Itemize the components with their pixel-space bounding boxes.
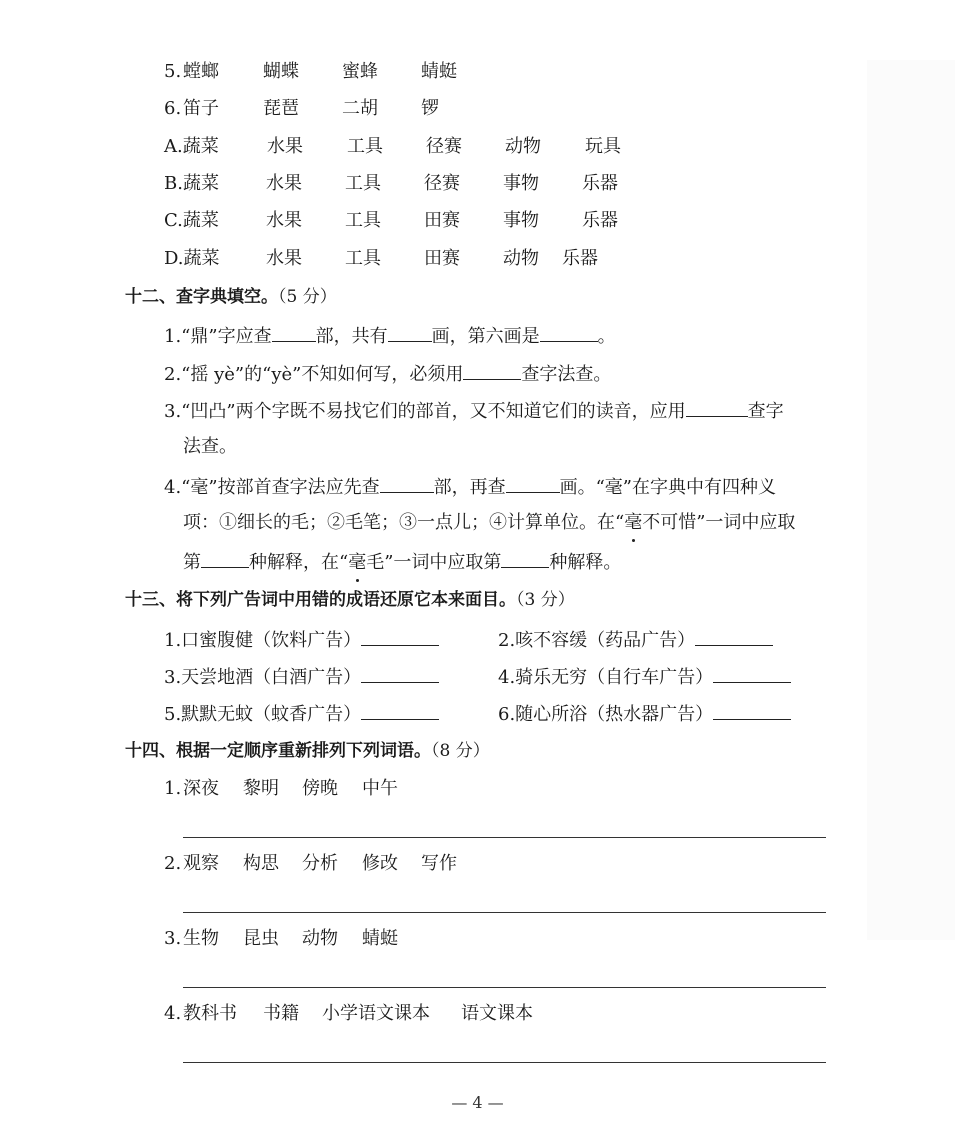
word: 螳螂 <box>183 61 219 82</box>
question-text: 毛”一词中应取第 <box>366 552 502 573</box>
item-number: 6. <box>164 98 182 119</box>
item-number: 2. <box>164 853 182 874</box>
question-text: 第 <box>183 552 201 573</box>
question-text: 种解释，在“ <box>249 552 349 573</box>
question-text: 查字法查。 <box>521 364 612 385</box>
word: 二胡 <box>342 98 378 119</box>
s12-question-3 <box>164 398 784 424</box>
ad-slogan: 6.随心所浴（热水器广告） <box>498 704 714 725</box>
question-text: 部，共有 <box>315 326 388 347</box>
word: 语文课本 <box>461 1003 533 1024</box>
emphasis-char: 毫 <box>624 512 643 533</box>
option-word: A.蔬菜 <box>164 136 219 157</box>
s13-item-6 <box>498 701 791 727</box>
answer-blank[interactable] <box>506 474 560 493</box>
answer-blank[interactable] <box>380 474 434 493</box>
answer-blank[interactable] <box>713 664 791 683</box>
s12-question-1 <box>164 323 616 349</box>
option-word: 水果 <box>266 210 302 231</box>
word: 笛子 <box>183 98 219 119</box>
page-number: — 4 — <box>451 1093 504 1112</box>
word: 修改 <box>362 853 398 874</box>
ad-slogan: 2.咳不容缓（药品广告） <box>498 630 696 651</box>
question-text: 法查。 <box>183 436 237 457</box>
word: 深夜 <box>183 778 219 799</box>
option-word: 乐器 <box>562 248 598 269</box>
option-word: 田赛 <box>424 248 460 269</box>
option-word: 乐器 <box>582 210 618 231</box>
s13-item-5 <box>164 701 439 727</box>
option-word: 事物 <box>503 210 539 231</box>
section-13-heading <box>125 588 575 612</box>
item-number: 4. <box>164 1003 182 1024</box>
item-number: 3. <box>164 928 182 949</box>
question-text: 3.“凹凸”两个字既不易找它们的部首，又不知道它们的读音，应用 <box>164 401 686 422</box>
answer-blank[interactable] <box>201 549 249 568</box>
word: 分析 <box>302 853 338 874</box>
question-text: 。 <box>597 326 616 347</box>
option-word: 径赛 <box>426 136 462 157</box>
question-text: 2.“摇 yè”的“yè”不知如何写，必须用 <box>164 364 464 385</box>
word: 中午 <box>362 778 398 799</box>
word: 傍晚 <box>302 778 338 799</box>
word: 黎明 <box>243 778 279 799</box>
question-text: 4.“毫”按部首查字法应先查 <box>164 477 380 498</box>
answer-blank[interactable] <box>361 627 439 646</box>
ad-slogan: 3.天尝地酒（白酒广告） <box>164 667 362 688</box>
answer-line[interactable] <box>183 837 826 838</box>
section-title: 十三、将下列广告词中用错的成语还原它本来面目。 <box>125 590 516 610</box>
word: 琵琶 <box>263 98 299 119</box>
word: 构思 <box>243 853 279 874</box>
s13-item-2 <box>498 627 773 653</box>
section-score: （3 分） <box>516 590 575 610</box>
option-word: 动物 <box>503 248 539 269</box>
word: 锣 <box>421 98 439 119</box>
page-edge-shade <box>867 60 955 940</box>
ad-slogan: 4.骑乐无穷（自行车广告） <box>498 667 714 688</box>
item-number: 1. <box>164 778 182 799</box>
option-word: C.蔬菜 <box>164 210 219 231</box>
ad-slogan: 1.口蜜腹健（饮料广告） <box>164 630 362 651</box>
answer-blank[interactable] <box>361 701 439 720</box>
word: 蜻蜓 <box>421 61 457 82</box>
section-12-heading <box>125 285 337 309</box>
word: 小学语文课本 <box>322 1003 430 1024</box>
option-word: 工具 <box>345 248 381 269</box>
option-word: B.蔬菜 <box>164 173 219 194</box>
question-text: 不可惜”一词中应取 <box>642 512 796 533</box>
option-word: 工具 <box>345 210 381 231</box>
emphasis-char: 毫 <box>348 552 367 573</box>
s12-question-3-cont <box>183 435 237 459</box>
question-text: 查字 <box>747 401 784 422</box>
section-score: （8 分） <box>431 741 490 761</box>
word: 蜻蜓 <box>362 928 398 949</box>
s13-item-4 <box>498 664 791 690</box>
option-word: 工具 <box>345 173 381 194</box>
word: 蜜蜂 <box>342 61 378 82</box>
option-word: 玩具 <box>585 136 621 157</box>
answer-blank[interactable] <box>695 627 773 646</box>
answer-blank[interactable] <box>463 361 521 380</box>
answer-blank[interactable] <box>501 549 549 568</box>
word: 生物 <box>183 928 219 949</box>
section-score: （5 分） <box>278 287 337 307</box>
section-title: 十四、根据一定顺序重新排列下列词语。 <box>125 741 431 761</box>
s13-item-3 <box>164 664 439 690</box>
answer-blank[interactable] <box>361 664 439 683</box>
question-text: 种解释。 <box>549 552 622 573</box>
answer-line[interactable] <box>183 1062 826 1063</box>
section-14-heading <box>125 739 490 763</box>
answer-blank[interactable] <box>272 323 316 342</box>
word: 写作 <box>421 853 457 874</box>
option-word: 水果 <box>266 248 302 269</box>
word: 观察 <box>183 853 219 874</box>
word: 昆虫 <box>243 928 279 949</box>
option-word: 径赛 <box>424 173 460 194</box>
option-word: 乐器 <box>582 173 618 194</box>
answer-blank[interactable] <box>540 323 598 342</box>
question-text: 部，再查 <box>433 477 506 498</box>
word: 教科书 <box>183 1003 237 1024</box>
word: 动物 <box>302 928 338 949</box>
ad-slogan: 5.默默无蚊（蚊香广告） <box>164 704 362 725</box>
s12-question-4-line2 <box>183 511 795 535</box>
question-text: 1.“鼎”字应查 <box>164 326 272 347</box>
s12-question-4 <box>164 474 776 500</box>
answer-line[interactable] <box>183 987 826 988</box>
question-text: 画。“毫”在字典中有四种义 <box>559 477 776 498</box>
item-number: 5. <box>164 61 182 82</box>
option-word: 田赛 <box>424 210 460 231</box>
option-word: 动物 <box>505 136 541 157</box>
option-word: 事物 <box>503 173 539 194</box>
word: 书籍 <box>263 1003 299 1024</box>
option-word: 水果 <box>267 136 303 157</box>
answer-line[interactable] <box>183 912 826 913</box>
option-word: 工具 <box>347 136 383 157</box>
question-text: 画，第六画是 <box>431 326 540 347</box>
option-word: D.蔬菜 <box>164 248 220 269</box>
question-text: 项：①细长的毛；②毛笔；③一点儿；④计算单位。在“ <box>183 512 625 533</box>
word: 蝴蝶 <box>263 61 299 82</box>
answer-blank[interactable] <box>388 323 432 342</box>
answer-blank[interactable] <box>686 398 748 417</box>
s13-item-1 <box>164 627 439 653</box>
s12-question-4-line3 <box>183 549 621 575</box>
option-word: 水果 <box>266 173 302 194</box>
section-title: 十二、查字典填空。 <box>125 287 278 307</box>
answer-blank[interactable] <box>713 701 791 720</box>
s12-question-2 <box>164 361 611 387</box>
